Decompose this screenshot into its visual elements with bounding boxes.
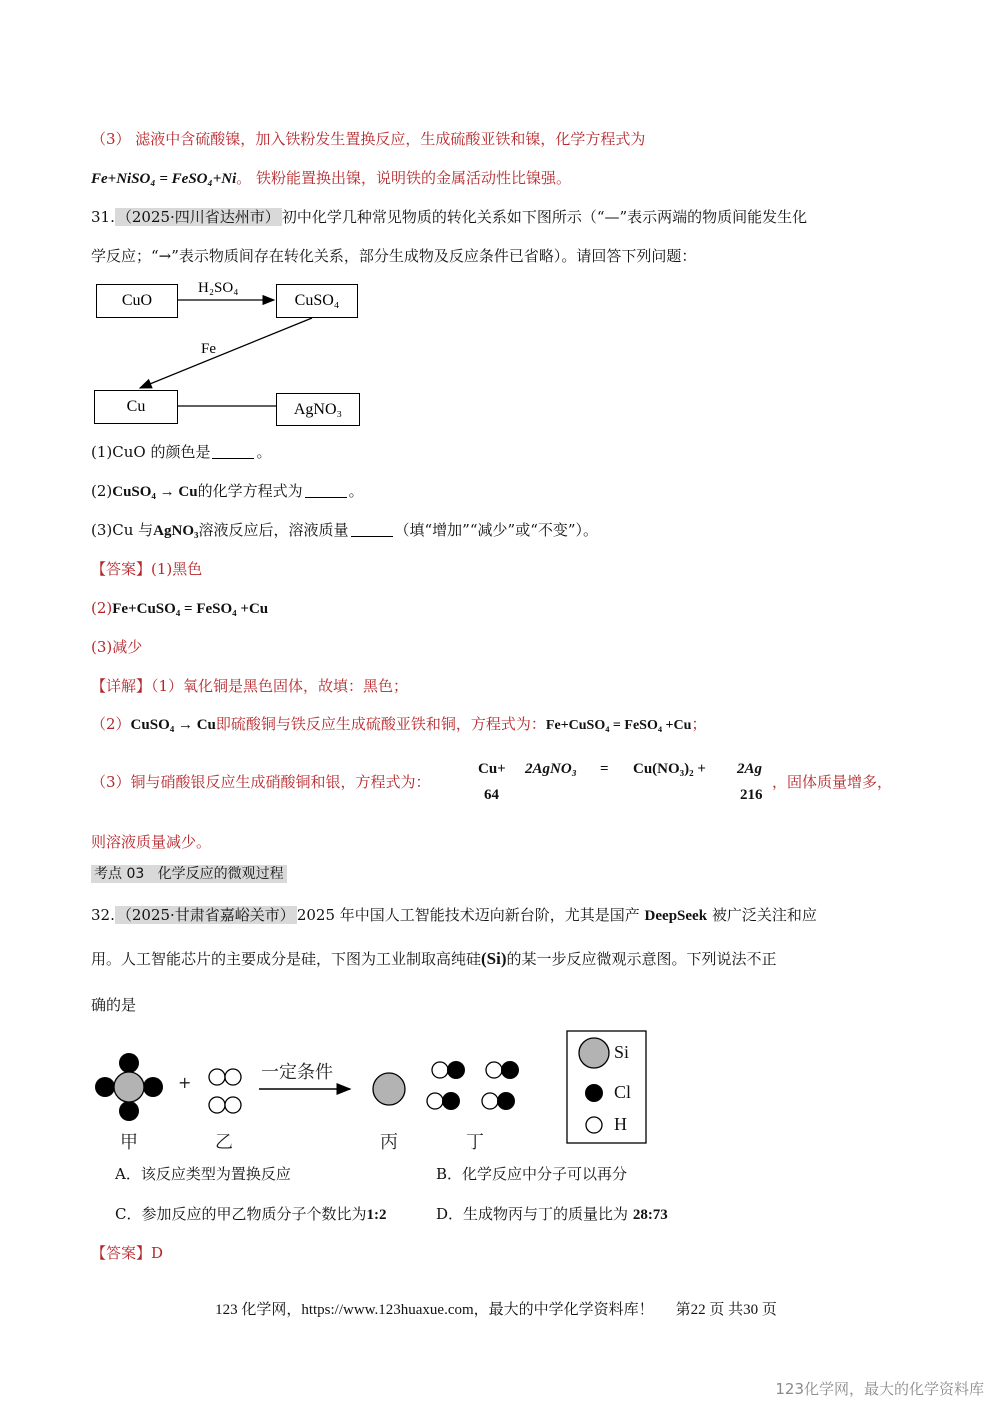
option-a[interactable]: A．该反应类型为置换反应 [115,1165,291,1183]
legend-h-icon [586,1117,602,1133]
answer-blank[interactable] [305,483,347,498]
molecule-jia-sicl4 [95,1053,163,1121]
q32-stem-line1 [91,904,817,927]
q32-stem-line3: 确的是 [91,996,137,1014]
q31-sub1 [91,441,271,463]
eq-term-cu: Cu+ [478,761,506,777]
page-footer [0,1298,992,1319]
legend-si-icon [579,1038,609,1068]
q31-sub2-text: 的化学方程式为 [197,482,303,500]
reaction-condition: 一定条件 [261,1062,333,1083]
answer-label: 【答案】 [91,1244,152,1262]
eq-term-ag: 2Ag [737,761,763,777]
q31-explanation-2-prefix: （2） [91,715,131,733]
option-c-text: C．参加反应的甲乙物质分子个数比为 [115,1205,367,1223]
q31-answer-line1 [91,558,202,580]
molecule-ding-hcl [427,1061,519,1110]
q31-sub1-text: (1)CuO 的颜色是 [91,443,211,461]
option-c-ratio: 1:2 [366,1207,387,1223]
q32-answer-value: D [151,1244,164,1262]
q31-sub2-prefix: (2) [91,482,113,500]
option-d-ratio: 28:73 [632,1207,668,1223]
explanation-label: 【详解】 [91,677,152,695]
q32-micro-diagram [88,1028,668,1158]
q31-explanation-3-tail: ，固体质量增多， [772,773,893,791]
q31-answer-line2 [91,597,268,620]
q31-answer-3: (3)减少 [91,638,143,656]
q32-source-tag: （2025·甘肃省嘉峪关市） [116,906,295,924]
q31-explanation-3-text: （3）铜与硝酸银反应生成硝酸铜和银，方程式为： [91,773,431,791]
q31-explanation-2 [91,713,706,737]
section-label: 考点 03 [94,866,145,882]
q32-number: 32. [91,906,115,924]
section-header [91,862,287,885]
option-d[interactable] [436,1203,668,1226]
eq-term-cuno32: Cu(NO₃)₂ + [633,761,706,777]
label-bing: 丙 [380,1132,398,1153]
q31-sub3 [91,519,598,542]
answer-blank[interactable] [212,444,254,459]
q31-sub3-prefix: (3)Cu 与 [91,521,154,539]
prev-equation-line [91,167,571,190]
q31-sub1-suffix: 。 [256,443,272,461]
q32-stem-text2b: 的某一步反应微观示意图。下列说法不正 [506,950,777,968]
q31-sub3-formula: AgNO₃ [153,523,199,539]
node-agno3: AgNO₃ [276,393,360,426]
page-number: 第22 页 共30 页 [675,1302,777,1318]
molecule-bing-si [373,1073,405,1105]
q31-explanation-2-formula: CuSO₄ → Cu [130,717,216,733]
plus-sign: + [178,1073,192,1092]
q31-answer-1: (1)黑色 [151,560,203,578]
q32-stem-text2a: 用。人工智能芯片的主要成分是硅，下图为工业制取高纯硅 [91,950,482,968]
label-yi: 乙 [215,1132,233,1153]
q31-explanation-1-text: （1）氧化铜是黑色固体，故填：黑色； [151,677,409,695]
legend-cl-label: Cl [614,1082,632,1102]
q32-micro-svg [88,1028,668,1158]
eq-term-agno3: 2AgNO₃ [525,761,577,777]
answer-blank[interactable] [351,522,393,537]
label-fe: Fe [201,341,216,357]
q31-explanation-2-equation: Fe+CuSO₄ = FeSO₄ +Cu [545,718,692,733]
footer-text: 123 化学网，https://www.123huaxue.com，最大的中学化学资料库！ [215,1302,654,1318]
section-title: 化学反应的微观过程 [157,866,284,882]
q31-stem-line1 [91,206,807,228]
q31-explanation-2-suffix: ； [691,715,707,733]
q31-explanation-1 [91,675,408,697]
section-tag [91,865,287,883]
watermark: 123化学网，最大的化学资料库 [775,1380,984,1398]
label-jia: 甲 [120,1132,138,1153]
q31-transformation-diagram [90,278,370,428]
q31-answer-2-prefix: (2) [91,599,113,617]
q32-si: (Si) [481,949,507,968]
q31-answer-2-equation: Fe+CuSO₄ = FeSO₄ +Cu [112,601,269,617]
eq-equals: = [600,761,609,777]
label-ding: 丁 [466,1132,484,1153]
eq-mass-ag: 216 [740,787,763,803]
q32-stem-line2 [91,948,777,970]
prev-equation-tail: 。 铁粉能置换出镍，说明铁的金属活动性比镍强。 [236,169,572,187]
node-cuo: CuO [96,284,178,318]
arrow-cuso4-to-cu [140,318,312,388]
q31-sub3-suffix: （填“增加”“减少”或“不变”）。 [394,521,599,539]
eq-mass-cu: 64 [484,787,499,803]
q31-stem-line2: 学反应；“→”表示物质间存在转化关系，部分生成物及反应条件已省略）。请回答下列问题： [91,247,697,265]
q31-stem-text1: 初中化学几种常见物质的转化关系如下图所示（“—”表示两端的物质间能发生化 [281,208,808,226]
label-h2so4: H₂SO₄ [198,280,239,296]
q31-sub3-text: 溶液反应后，溶液质量 [198,521,349,539]
q31-source-tag: （2025·四川省达州市） [116,208,280,226]
node-cu: Cu [94,390,178,424]
prev-equation: Fe+NiSO₄ = FeSO₄+Ni [91,171,237,187]
option-d-text: D．生成物丙与丁的质量比为 [436,1205,629,1223]
q31-explanation-3-line2: 则溶液质量减少。 [91,833,212,851]
molecule-yi-h2 [209,1069,241,1113]
q31-sub2-formula: CuSO₄ → Cu [112,484,198,500]
legend-si-label: Si [614,1042,630,1062]
q32-deepseek: DeepSeek [644,908,708,924]
legend-cl-icon [585,1084,603,1102]
option-c[interactable] [115,1203,386,1226]
q31-sub2-suffix: 。 [348,482,364,500]
q32-stem-text1a: 2025 年中国人工智能技术迈向新台阶，尤其是国产 [296,906,640,924]
answer-label: 【答案】 [91,560,152,578]
q32-answer [91,1242,163,1264]
q31-number: 31. [91,208,115,226]
q31-sub2 [91,480,364,503]
node-cuso4: CuSO₄ [276,284,358,318]
prev-part3-text: （3） 滤液中含硫酸镍，加入铁粉发生置换反应，生成硫酸亚铁和镍，化学方程式为 [91,130,646,148]
q31-explanation-2-text: 即硫酸铜与铁反应生成硫酸亚铁和铜，方程式为： [215,715,546,733]
option-b[interactable]: B．化学反应中分子可以再分 [436,1165,628,1183]
q32-stem-text1b: 被广泛关注和应 [711,906,817,924]
legend-h-label: H [614,1114,627,1134]
